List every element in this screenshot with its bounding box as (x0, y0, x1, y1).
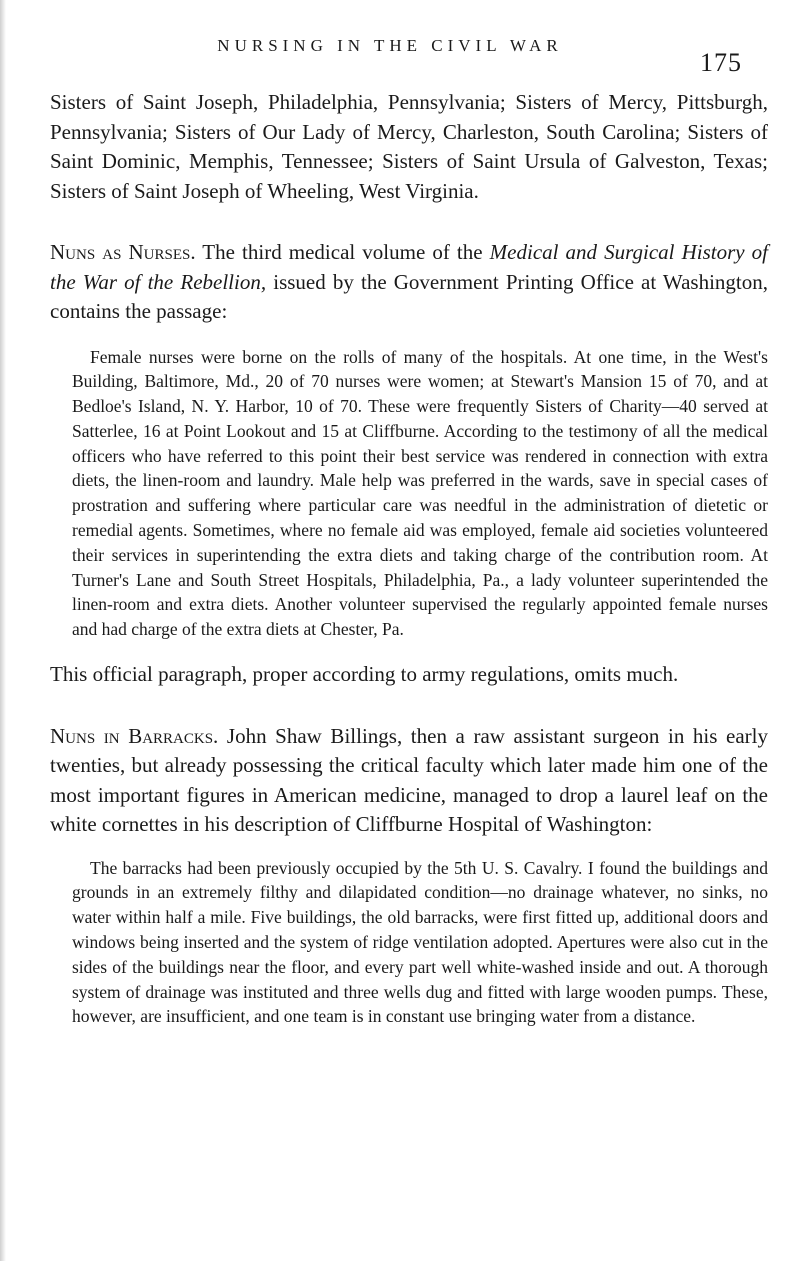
running-title: NURSING IN THE CIVIL WAR (217, 36, 563, 55)
paragraph-text: John Shaw Billings, then a raw assistant surgeon in his early twenties, but already possessing the critical faculty which later made him one of the most important figures in American medicine, managed to drop a laurel leaf on the white cornettes in his description of Cliffburne Hospital of Washington: (50, 723, 768, 837)
section-heading: Nuns in Barracks. (50, 723, 219, 748)
sisters-list-paragraph: Sisters of Saint Joseph, Philadelphia, Pennsylvania; Sisters of Mercy, Pittsburgh, Pennsylvania; Sisters of Our Lady of Mercy, Charleston, South Carolina; Sisters of Saint Dominic, Memphis, Tennessee; Sisters of Saint Ursula of Galveston, Texas; Sisters of Saint Joseph of Wheeling, West Virginia. (50, 90, 768, 203)
block-quote: Female nurses were borne on the rolls of many of the hospitals. At one time, in the West's Building, Baltimore, Md., 20 of 70 nurses were women; at Stewart's Mansion 15 of 70, and at Bedloe's Island, N. Y. Harbor, 10 of 70. These were frequently Sisters of Charity—40 served at Satterlee, 16 at Point Lookout and 15 at Cliffburne. According to the testimony of all the medical officers who have referred to this point their best service was rendered in connection with extra diets, the linen-room and laundry. Male help was preferred in the wards, save in special cases of prostration and suffering where particular care was needful in the administration of dietetic or remedial agents. Sometimes, where no female aid was employed, female aid societies volunteered their services in superintending the extra diets and taking charge of the contribution room. At Turner's Lane and South Street Hospitals, Philadelphia, Pa., a lady volunteer superintended the linen-room and extra diets. Another volunteer supervised the regularly appointed female nurses and had charge of the extra diets at Chester, Pa. (72, 346, 768, 640)
body-text (50, 88, 768, 1029)
paragraph-text: issued by the Government Printing Office at Washington, contains the passage: (50, 269, 768, 323)
section-heading: Nuns as Nurses. (50, 240, 196, 264)
book-title: Medical and Surgical History of the War of the Rebellion, (50, 240, 768, 294)
block-quote: The barracks had been previously occupied by the 5th U. S. Cavalry. I found the buildings and grounds in an extremely filthy and dilapidated condition—no drainage whatever, no sinks, no water within half a mile. Five buildings, the old barracks, were first fitted up, additional doors and windows being inserted and the system of ridge ventilation adopted. Apertures were also cut in the sides of the buildings near the floor, and every part well white-washed inside and out. A thorough system of drainage was instituted and three wells dug and fitted with large wooden pumps. These, however, are insufficient, and one team is in constant use bringing water from a distance. (72, 857, 768, 1027)
binding-edge (0, 0, 6, 1261)
nuns-as-nurses-paragraph (50, 238, 768, 327)
nuns-in-barracks-paragraph (50, 722, 768, 840)
official-paragraph: This official paragraph, proper according to army regulations, omits much. (50, 662, 679, 687)
paragraph-text: The third medical volume of the (195, 240, 490, 264)
page-number: 175 (700, 48, 742, 77)
